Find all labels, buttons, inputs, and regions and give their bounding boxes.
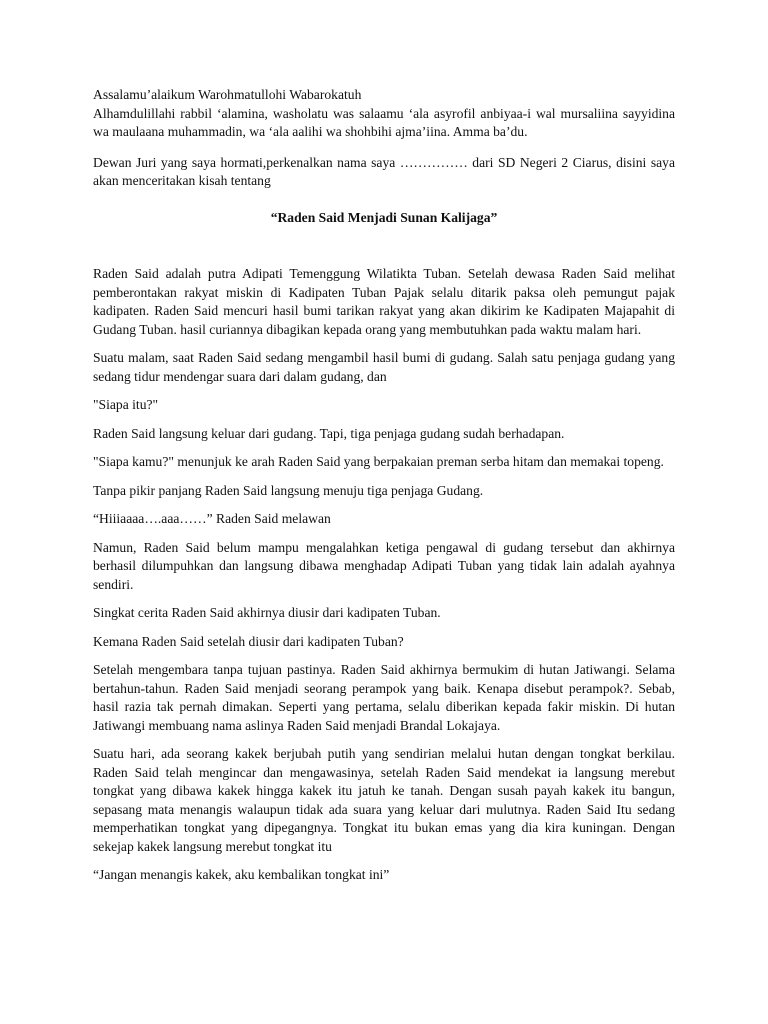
- dialogue-closing: “Jangan menangis kakek, aku kembalikan tongkat ini”: [93, 867, 390, 882]
- story-paragraph-1: Raden Said adalah putra Adipati Temenggung Wilatikta Tuban. Setelah dewasa Raden Said melihat pemberontakan rakyat miskin di Kadipaten Tuban Pajak selalu ditarik paksa oleh pemungut pajak kadipaten. Raden Said mencuri hasil bumi tarikan rakyat yang akan dikirim ke Kadipaten Majapahit di Gudang Tuban. hasil curiannya dibagikan kepada orang yang membutuhkan pada waktu malam hari.: [93, 266, 675, 337]
- story-paragraph-2: Suatu malam, saat Raden Said sedang mengambil hasil bumi di gudang. Salah satu penjaga gudang yang sedang tidur mendengar suara dari dalam gudang, dan: [93, 350, 675, 384]
- story-title: “Raden Said Menjadi Sunan Kalijaga”: [270, 209, 498, 225]
- story-paragraph-6: Singkat cerita Raden Said akhirnya diusir dari kadipaten Tuban.: [93, 605, 441, 620]
- story-paragraph-7: Setelah mengembara tanpa tujuan pastinya. Raden Said akhirnya bermukim di hutan Jatiwangi. Selama bertahun-tahun. Raden Said menjadi seorang perampok yang baik. Kenapa disebut perampok?. Sebab, hasil razia tak pernah dimakan. Seperti yang pertama, selalu diberikan kepada fakir miskin. Di hutan Jatiwangi membuang nama aslinya Raden Said menjadi Brandal Lokajaya.: [93, 662, 675, 733]
- story-paragraph-8: Suatu hari, ada seorang kakek berjubah putih yang sendirian melalui hutan dengan tongkat berkilau. Raden Said telah mengincar dan mengawasinya, setelah Raden Said mendekat ia langsung merebut tongkat yang dibawa kakek hingga kakek itu jatuh ke tanah. Dengan susah payah kakek itu bangun, sepasang mata menangis walaupun tidak ada suara yang keluar dari mulutnya. Raden Said Itu sedang memperhatikan tongkat yang dipegangnya. Tongkat itu bukan emas yang dia kira kuningan. Dengan sekejap kakek langsung merebut tongkat itu: [93, 746, 675, 854]
- dialogue-siapa-kamu: "Siapa kamu?" menunjuk ke arah Raden Said yang berpakaian preman serba hitam dan memakai topeng.: [93, 454, 664, 469]
- dialogue-attack: “Hiiiaaaa….aaa……” Raden Said melawan: [93, 511, 331, 526]
- dialogue-siapa-itu: "Siapa itu?": [93, 397, 159, 412]
- intro-paragraph: Dewan Juri yang saya hormati,perkenalkan nama saya …………… dari SD Negeri 2 Ciarus, disini saya akan menceritakan kisah tentang: [93, 154, 675, 188]
- salam-line: Assalamu’alaikum Warohmatullohi Wabarokatuh: [93, 87, 362, 102]
- story-paragraph-5: Namun, Raden Said belum mampu mengalahkan ketiga pengawal di gudang tersebut dan akhirnya berhasil dilumpuhkan dan langsung dibawa menghadap Adipati Tuban yang tidak lain adalah ayahnya sendiri.: [93, 539, 675, 592]
- document-page: [93, 86, 675, 885]
- story-paragraph-3: Raden Said langsung keluar dari gudang. Tapi, tiga penjaga gudang sudah berhadapan.: [93, 425, 565, 441]
- story-paragraph-4: Tanpa pikir panjang Raden Said langsung menuju tiga penjaga Gudang.: [93, 482, 484, 498]
- opening-prayer: Alhamdulillahi rabbil ‘alamina, washolatu was salaamu ‘ala asyrofil anbiyaa-i wal mursaliina sayyidina wa maulaana muhammadin, wa ‘ala aalihi wa shohbihi ajma’iina. Amma ba’du.: [93, 105, 675, 139]
- story-question: Kemana Raden Said setelah diusir dari kadipaten Tuban?: [93, 633, 404, 649]
